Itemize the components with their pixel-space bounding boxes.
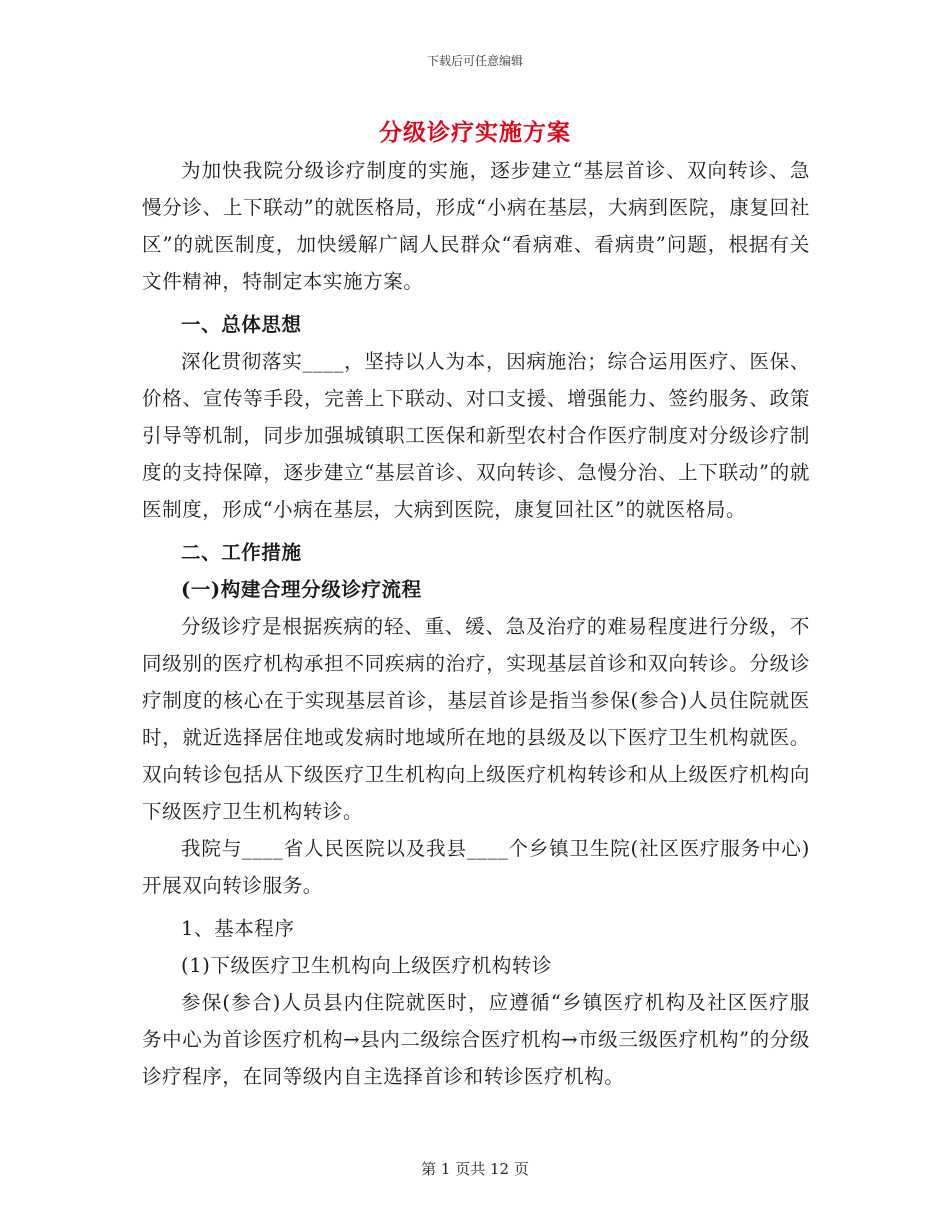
subsection-heading-1: (一)构建合理分级诊疗流程: [181, 578, 422, 601]
referral-service-paragraph: 我院与____省人民医院以及我县____个乡镇卫生院(社区医疗服务中心)开展双向转诊服务。: [142, 837, 810, 897]
basic-procedure-heading: 1、基本程序: [181, 917, 295, 940]
page-footer: 第 1 页共 12 页: [421, 1160, 529, 1178]
section-heading-1: 一、总体思想: [181, 313, 302, 336]
intro-paragraph: 为加快我院分级诊疗制度的实施，逐步建立“基层首诊、双向转诊、急慢分诊、上下联动”的就医格局，形成“小病在基层，大病到医院，康复回社区”的就医制度，加快缓解广阔人民群众“看病难、看病贵”问题，根据有关文件精神，特制定本实施方案。: [142, 159, 810, 293]
document-body: [142, 152, 810, 1095]
procedure-paragraph: 参保(参合)人员县内住院就医时，应遵循“乡镇医疗机构及社区医疗服务中心为首诊医疗机构→县内二级综合医疗机构→市级三级医疗机构”的分级诊疗程序，在同等级内自主选择首诊和转诊医疗机构。: [142, 991, 810, 1088]
upward-referral-heading: (1)下级医疗卫生机构向上级医疗机构转诊: [181, 954, 553, 977]
document-title: 分级诊疗实施方案: [379, 119, 571, 146]
tiered-care-paragraph: 分级诊疗是根据疾病的轻、重、缓、急及治疗的难易程度进行分级，不同级别的医疗机构承担不同疾病的治疗，实现基层首诊和双向转诊。分级诊疗制度的核心在于实现基层首诊，基层首诊是指当参保(参合)人员住院就医时，就近选择居住地或发病时地域所在地的县级及以下医疗卫生机构就医。双向转诊包括从下级医疗卫生机构向上级医疗机构转诊和从上级医疗机构向下级医疗卫生机构转诊。: [142, 615, 810, 823]
header-note: 下载后可任意编辑: [426, 54, 523, 68]
overall-idea-paragraph: 深化贯彻落实____，坚持以人为本，因病施治；综合运用医疗、医保、价格、宣传等手段，完善上下联动、对口支援、增强能力、签约服务、政策引导等机制，同步加强城镇职工医保和新型农村合作医疗制度对分级诊疗制度的支持保障，逐步建立“基层首诊、双向转诊、急慢分治、上下联动”的就医制度，形成“小病在基层，大病到医院，康复回社区”的就医格局。: [142, 350, 810, 521]
section-heading-2: 二、工作措施: [181, 541, 302, 564]
